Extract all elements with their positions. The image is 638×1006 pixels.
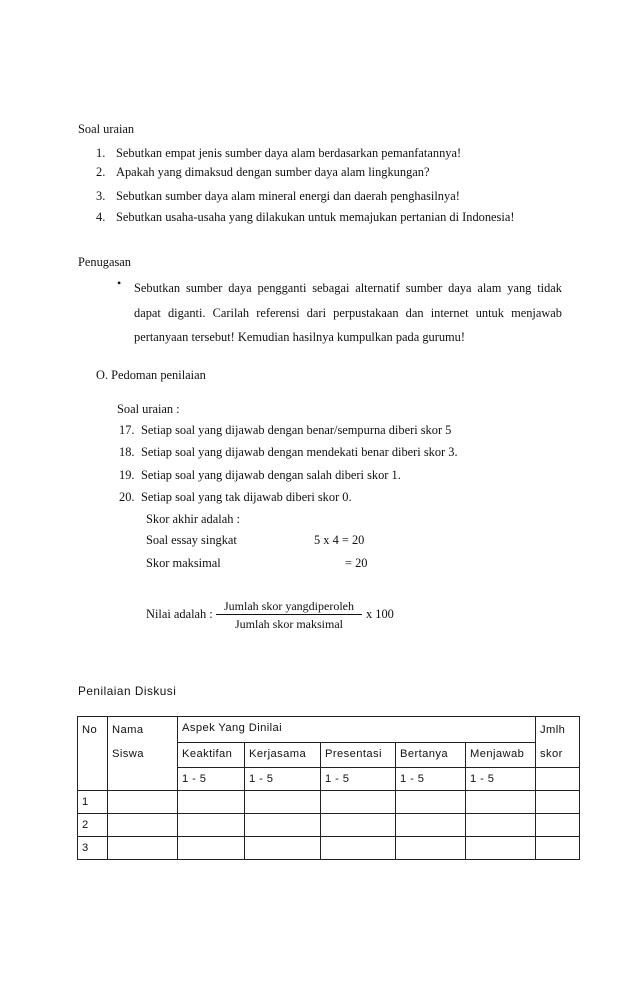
- assignment-heading: Penugasan: [78, 255, 131, 269]
- empty-cell: [321, 814, 396, 837]
- scoring-rule: 20. Setiap soal yang tak dijawab diberi skor 0.: [119, 490, 352, 504]
- empty-cell: [245, 814, 321, 837]
- empty-cell: [321, 837, 396, 860]
- empty-cell: [245, 791, 321, 814]
- essay-question: 1. Sebutkan empat jenis sumber daya alam berdasarkan pemanfatannya!: [96, 146, 462, 160]
- empty-cell: [536, 837, 580, 860]
- empty-cell: [321, 791, 396, 814]
- table-row: [78, 837, 580, 860]
- scale-cell: 1 - 5: [396, 768, 466, 791]
- header-aspect-item: Bertanya: [396, 742, 466, 768]
- empty-cell: [108, 791, 178, 814]
- bullet-icon: •: [117, 276, 122, 290]
- header-aspect-item: Presentasi: [321, 742, 396, 768]
- table-row: [78, 791, 580, 814]
- empty-cell: [396, 791, 466, 814]
- essay-question: 2. Apakah yang dimaksud dengan sumber daya alam lingkungan?: [96, 165, 430, 179]
- header-no: No: [78, 717, 108, 791]
- empty-cell: [108, 837, 178, 860]
- row-number: 1: [78, 791, 108, 814]
- max-score-calc: = 20: [345, 556, 368, 570]
- grade-formula: [216, 598, 362, 633]
- empty-cell: [536, 791, 580, 814]
- empty-cell: [178, 791, 245, 814]
- empty-cell: [178, 837, 245, 860]
- essay-heading: Soal uraian: [78, 122, 135, 136]
- formula-numerator: Jumlah skor yangdiperoleh: [224, 599, 354, 613]
- header-aspect: Aspek Yang Dinilai: [178, 717, 536, 743]
- grade-label: Nilai adalah :: [146, 607, 213, 621]
- formula-denominator: Jumlah skor maksimal: [235, 617, 343, 631]
- scale-cell: 1 - 5: [178, 768, 245, 791]
- row-number: 2: [78, 814, 108, 837]
- essay-score-label: Soal essay singkat: [146, 533, 237, 547]
- header-aspect-item: Menjawab: [466, 742, 536, 768]
- empty-cell: [396, 837, 466, 860]
- scoring-rule: 19. Setiap soal yang dijawab dengan salah diberi skor 1.: [119, 468, 401, 482]
- scale-cell: 1 - 5: [321, 768, 396, 791]
- empty-cell: [466, 814, 536, 837]
- essay-question: 4. Sebutkan usaha-usaha yang dilakukan untuk memajukan pertanian di Indonesia!: [96, 210, 515, 224]
- assignment-text: Sebutkan sumber daya pengganti sebagai alternatif sumber daya alam yang tidak dapat diganti. Carilah referensi dari perpustakaan dan internet untuk menjawab pertanyaan tersebut! Kemudian hasilnya kumpulkan pada gurumu!: [134, 281, 562, 344]
- scoring-rule: 17. Setiap soal yang dijawab dengan benar/sempurna diberi skor 5: [119, 423, 452, 437]
- row-number: 3: [78, 837, 108, 860]
- header-aspect-item: Kerjasama: [245, 742, 321, 768]
- table-row: [78, 814, 580, 837]
- guideline-heading: O. Pedoman penilaian: [96, 368, 206, 382]
- scale-cell: 1 - 5: [466, 768, 536, 791]
- header-total-score: Jmlh skor: [536, 717, 580, 768]
- empty-cell: [536, 814, 580, 837]
- empty-cell: [396, 814, 466, 837]
- essay-score-calc: 5 x 4 = 20: [314, 533, 365, 547]
- header-aspect-item: Keaktifan: [178, 742, 245, 768]
- header-student-name: Nama Siswa: [108, 717, 178, 791]
- empty-cell: [178, 814, 245, 837]
- scoring-rule: 18. Setiap soal yang dijawab dengan mendekati benar diberi skor 3.: [119, 445, 458, 459]
- essay-question: 3. Sebutkan sumber daya alam mineral energi dan daerah penghasilnya!: [96, 189, 460, 203]
- max-score-label: Skor maksimal: [146, 556, 221, 570]
- empty-cell: [466, 791, 536, 814]
- empty-cell: [245, 837, 321, 860]
- discussion-heading: Penilaian Diskusi: [78, 684, 177, 698]
- empty-cell: [108, 814, 178, 837]
- formula-multiplier: x 100: [366, 607, 394, 621]
- scale-cell-empty: [536, 768, 580, 791]
- final-score-label: Skor akhir adalah :: [146, 512, 240, 526]
- scale-cell: 1 - 5: [245, 768, 321, 791]
- guideline-subheading: Soal uraian :: [117, 402, 180, 416]
- discussion-assessment-table: [77, 716, 580, 860]
- empty-cell: [466, 837, 536, 860]
